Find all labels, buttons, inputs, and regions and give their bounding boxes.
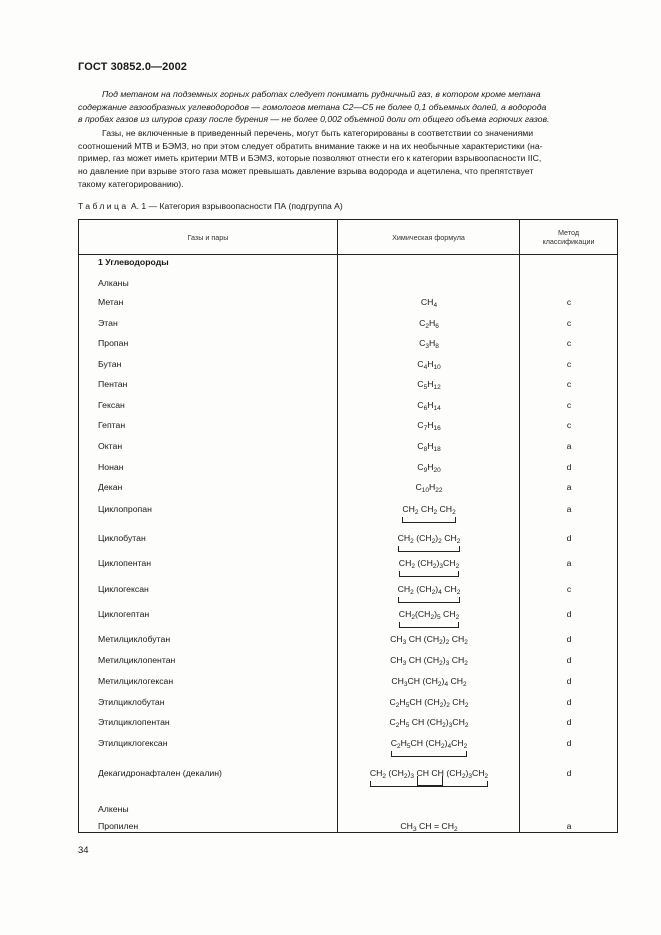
gas-name-cell: Пропан bbox=[98, 338, 129, 348]
gas-name-cell: Гептан bbox=[98, 420, 126, 430]
column-divider bbox=[337, 220, 338, 832]
method-cell: a bbox=[566, 441, 572, 451]
ring-bond-bracket bbox=[417, 776, 443, 786]
method-cell: c bbox=[566, 400, 572, 410]
paragraph-line: но давление при взрыве этого газа может превышать давление взрыва водорода и ацетилена, что препятствует bbox=[78, 166, 534, 177]
methane-note bbox=[78, 88, 618, 126]
formula-cell: $C_5H_{12}$ bbox=[417, 379, 441, 391]
ring-bond-bracket bbox=[399, 571, 459, 577]
method-cell: a bbox=[566, 558, 572, 568]
gas-name-cell: Метилциклобутан bbox=[98, 634, 171, 644]
header-divider bbox=[79, 254, 617, 255]
formula-cell: $C_2H_5CH$ $(CH_2)_2$ $CH_2$ bbox=[389, 697, 469, 709]
formula-cell: $CH_2$ $(CH_2)_3$ CH CH $(CH_2)_3CH_2$ bbox=[339, 768, 519, 778]
formula-cell: $CH_2$ $(CH_2)_3CH_2$ bbox=[339, 558, 519, 568]
method-cell: c bbox=[566, 297, 572, 307]
formula-cell: $CH_2(CH_2)_5$ $CH_2$ bbox=[339, 609, 519, 619]
formula-cell: $C_2H_5$ CH $(CH_2)_3CH_2$ bbox=[389, 717, 469, 729]
document-header: ГОСТ 30852.0—2002 bbox=[78, 61, 188, 73]
formula-cell: $C_6H_{14}$ bbox=[417, 400, 441, 412]
gas-name-cell: Циклогептан bbox=[98, 609, 150, 619]
method-cell: a bbox=[566, 821, 572, 831]
method-cell: d bbox=[566, 717, 572, 727]
method-cell: c bbox=[566, 359, 572, 369]
formula-cell: $C_3H_8$ bbox=[419, 338, 439, 350]
gas-name-cell: Декагидронафтален (декалин) bbox=[98, 768, 222, 778]
paragraph-line: такому категорированию). bbox=[78, 178, 184, 189]
method-cell: c bbox=[566, 318, 572, 328]
gas-name-cell: Этилциклогексан bbox=[98, 738, 168, 748]
formula-cell: $C_9H_{20}$ bbox=[417, 462, 441, 474]
method-cell: d bbox=[566, 462, 572, 472]
gas-name-cell: Гексан bbox=[98, 400, 125, 410]
gas-name-cell: Этилциклобутан bbox=[98, 697, 165, 707]
paragraph-line: Газы, не включенные в приведенный перечень, могут быть категорированы в соответствии со значениями bbox=[102, 128, 534, 138]
formula-cell: $C_7H_{16}$ bbox=[417, 420, 441, 432]
method-cell: c bbox=[566, 338, 572, 348]
column-divider bbox=[519, 220, 520, 832]
formula-cell: $CH_4$ bbox=[420, 297, 438, 309]
method-cell: a bbox=[566, 504, 572, 514]
gas-name-cell: Циклогексан bbox=[98, 584, 149, 594]
ring-bond-bracket bbox=[391, 751, 468, 757]
formula-cell: $C_8H_{18}$ bbox=[417, 441, 441, 453]
gas-name-cell: Метан bbox=[98, 297, 124, 307]
classification-paragraph bbox=[78, 127, 618, 191]
page-number: 34 bbox=[78, 845, 89, 856]
method-cell: a bbox=[566, 482, 572, 492]
table-caption-text: А. 1 — Категория взрывоопасности ПА (подгруппа А) bbox=[128, 201, 343, 211]
column-header-formula: Химическая формула bbox=[392, 232, 465, 242]
gas-name-cell: Этан bbox=[98, 318, 118, 328]
formula-cell: $CH_2$ $(CH_2)_2$ $CH_2$ bbox=[339, 533, 519, 543]
formula-cell: $CH_3CH$ $(CH_2)_4$ $CH_2$ bbox=[391, 676, 467, 688]
gas-name-cell: Этилциклопентан bbox=[98, 717, 170, 727]
gas-name-cell: Циклобутан bbox=[98, 533, 146, 543]
subgroup-heading: Алканы bbox=[98, 278, 129, 288]
method-cell: c bbox=[566, 379, 572, 389]
formula-cell: $CH_3$ CH = $CH_2$ bbox=[400, 821, 458, 833]
gas-name-cell: Нонан bbox=[98, 462, 124, 472]
method-cell: d bbox=[566, 533, 572, 543]
column-header-method: Метод классификации bbox=[542, 228, 595, 246]
gas-name-cell: Пентан bbox=[98, 379, 128, 389]
table-caption bbox=[78, 201, 343, 211]
formula-cell: $CH_2$ $CH_2$ $CH_2$ bbox=[339, 504, 519, 514]
group-heading: 1 Углеводороды bbox=[98, 257, 169, 267]
formula-cell: $CH_3$ CH $(CH_2)_3$ $CH_2$ bbox=[390, 655, 468, 667]
method-cell: d bbox=[566, 634, 572, 644]
method-cell: d bbox=[566, 655, 572, 665]
method-cell: c bbox=[566, 584, 572, 594]
gas-name-cell: Октан bbox=[98, 441, 123, 451]
note-line: в пробах газов из шпуров сразу после бурения — не более 0,002 объемной доли от общего объема горючих газов. bbox=[78, 114, 550, 125]
paragraph-line: соотношений МТВ и БЭМЗ, но при этом следует обратить внимание также и на их необычные характеристики (на- bbox=[78, 140, 543, 151]
gas-category-table bbox=[78, 219, 618, 833]
formula-cell: $C_{10}H_{22}$ bbox=[415, 482, 443, 494]
formula-cell: $C_2H_5CH$ $(CH_2)_4CH_2$ bbox=[339, 738, 519, 748]
method-cell: d bbox=[566, 768, 572, 778]
method-cell: d bbox=[566, 738, 572, 748]
gas-name-cell: Пропилен bbox=[98, 821, 139, 831]
column-header-name: Газы и пары bbox=[187, 232, 229, 242]
gas-name-cell: Бутан bbox=[98, 359, 122, 369]
gas-name-cell: Метилциклопентан bbox=[98, 655, 176, 665]
ring-bond-bracket bbox=[399, 622, 459, 628]
paragraph-line: пример, газ может иметь критерии МТВ и БЭМЗ, которые позволяют отнести его к категории взрывоопасности IIC, bbox=[78, 153, 542, 164]
gas-name-cell: Декан bbox=[98, 482, 123, 492]
method-cell: d bbox=[566, 697, 572, 707]
ring-bond-bracket bbox=[398, 597, 461, 603]
table-caption-label: Таблица bbox=[78, 201, 129, 211]
gas-name-cell: Циклопентан bbox=[98, 558, 152, 568]
method-cell: c bbox=[566, 420, 572, 430]
ring-bond-bracket bbox=[402, 517, 455, 523]
note-line: Под метаном на подземных горных работах следует понимать рудничный газ, в котором кроме метана bbox=[102, 89, 541, 99]
method-cell: d bbox=[566, 676, 572, 686]
gas-name-cell: Циклопропан bbox=[98, 504, 152, 514]
subgroup-heading: Алкены bbox=[98, 804, 129, 814]
formula-cell: $CH_2$ $(CH_2)_4$ $CH_2$ bbox=[339, 584, 519, 594]
formula-cell: $C_4H_{10}$ bbox=[417, 359, 441, 371]
method-cell: d bbox=[566, 609, 572, 619]
ring-bond-bracket bbox=[398, 546, 461, 552]
formula-cell: $CH_3$ CH $(CH_2)_2$ $CH_2$ bbox=[390, 634, 468, 646]
formula-cell: $C_2H_6$ bbox=[419, 318, 439, 330]
gas-name-cell: Метилциклогексан bbox=[98, 676, 174, 686]
note-line: содержание газообразных углеводородов — гомологов метана C2—C5 не более 0,1 объемных долей, а водорода bbox=[78, 101, 547, 112]
